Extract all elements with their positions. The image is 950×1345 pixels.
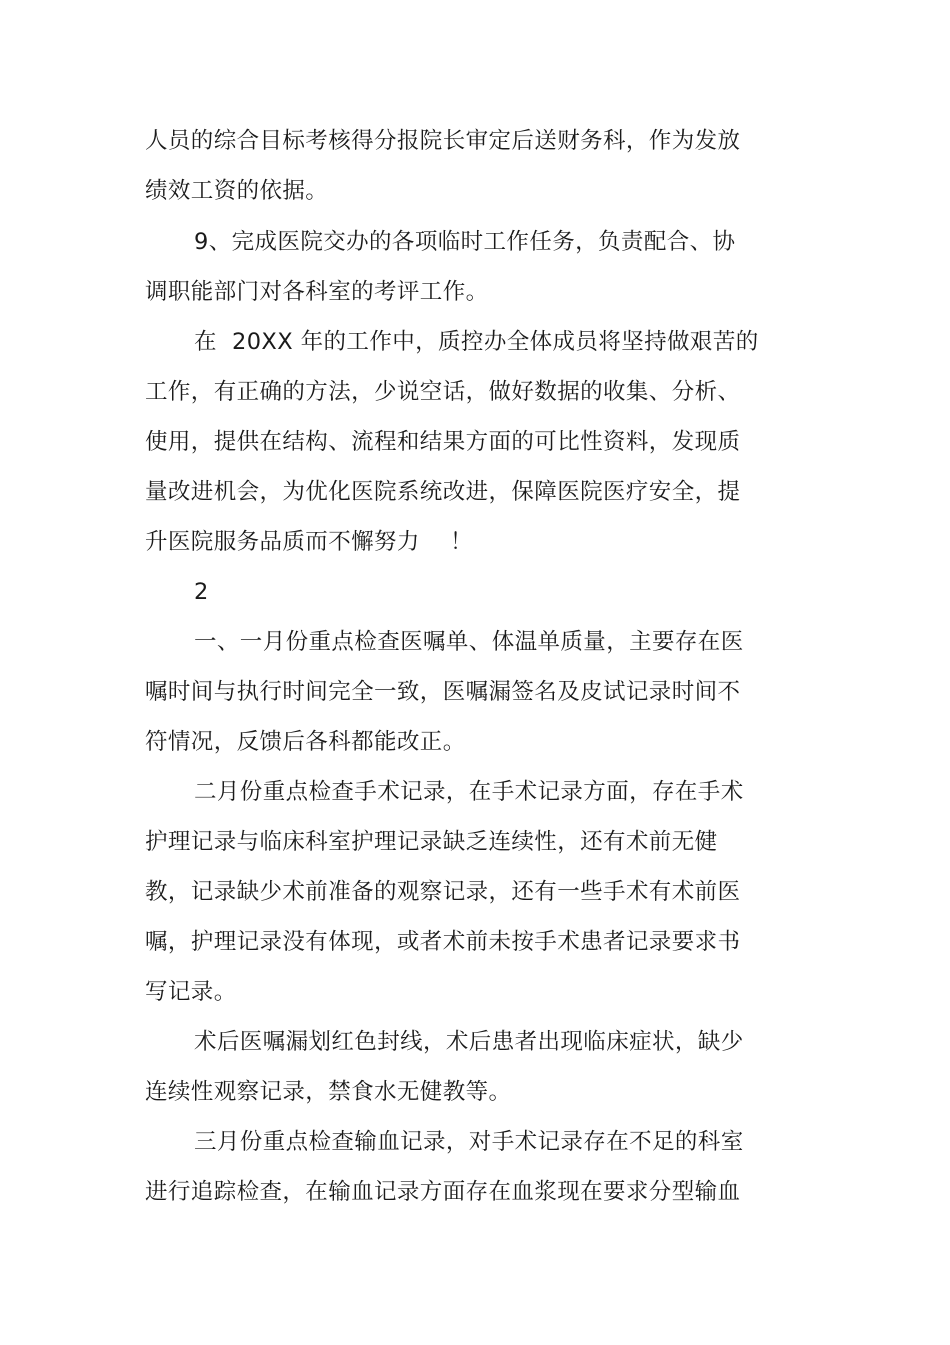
text-line: 二月份重点检查手术记录，在手术记录方面，存在手术 [194,779,744,805]
text-line: 嘱，护理记录没有体现，或者术前未按手术患者记录要求书 [145,929,741,955]
text-line: 教，记录缺少术前准备的观察记录，还有一些手术有术前医 [145,879,741,905]
text-line: 符情况，反馈后各科都能改正。 [145,729,466,755]
text-line: 在 20XX 年的工作中，质控办全体成员将坚持做艰苦的 [194,329,759,355]
text-line: 三月份重点检查输血记录，对手术记录存在不足的科室 [194,1129,744,1155]
text-line: 写记录。 [145,979,237,1005]
text-line: 嘱时间与执行时间完全一致，医嘱漏签名及皮试记录时间不 [145,679,741,705]
text-line: 一、一月份重点检查医嘱单、体温单质量，主要存在医 [194,629,744,655]
text-line: 调职能部门对各科室的考评工作。 [145,279,489,305]
text-line: 术后医嘱漏划红色封线，术后患者出现临床症状，缺少 [194,1029,744,1055]
section-number: 2 [194,579,209,605]
text-line: 工作，有正确的方法，少说空话，做好数据的收集、分析、 [145,379,741,405]
text-line: 升医院服务品质而不懈努力 ！ [145,529,473,555]
text-line: 使用，提供在结构、流程和结果方面的可比性资料，发现质 [145,429,741,455]
text-line: 绩效工资的依据。 [145,178,329,204]
text-line: 9、完成医院交办的各项临时工作任务，负责配合、协 [194,229,736,255]
text-line: 人员的综合目标考核得分报院长审定后送财务科，作为发放 [145,128,741,154]
text-line: 连续性观察记录，禁食水无健教等。 [145,1079,512,1105]
text-line: 护理记录与临床科室护理记录缺乏连续性，还有术前无健 [145,829,718,855]
text-line: 进行追踪检查，在输血记录方面存在血浆现在要求分型输血 [145,1179,741,1205]
text-line: 量改进机会，为优化医院系统改进，保障医院医疗安全，提 [145,479,741,505]
